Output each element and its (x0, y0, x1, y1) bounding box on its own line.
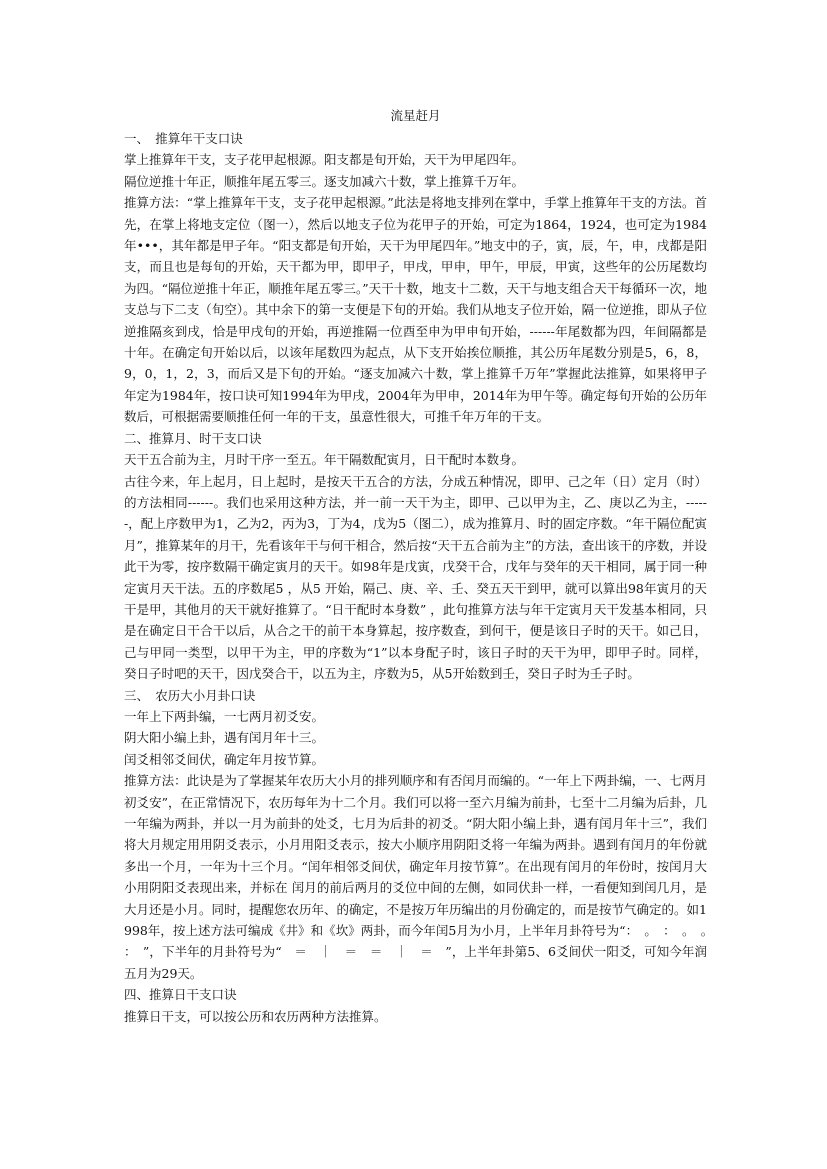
section-4 (124, 984, 707, 1027)
paragraph: 掌上推算年干支，支子花甲起根源。阳支都是旬开始，天干为甲尾四年。 (124, 152, 525, 168)
paragraph: 天干五合前为主，月时干序一至五。年干隔数配寅月，日干配时本数身。 (124, 452, 525, 468)
section-heading: 二、推算月、时干支口诀 (124, 430, 262, 446)
section-heading: 四、推算日干支口诀 (124, 987, 237, 1003)
paragraph: 古往今来，年上起月，日上起时，是按天干五合的方法，分成五种情况，即甲、己之年（日）定月（时）的方法相同------。我们也采用这种方法，并一前一天干为主，即甲、己以甲为主，乙、庚以乙为主，------，配上序数甲为1，乙为2，丙为3，丁为4，戊为5（图二），成为推算月、时的固定序数。“年干隔位配寅月”，推算某年的月干，先看该年干与何干相合，然后按“天干五合前为主”的方法，查出该干的序数，并设此干为零，按序数隔干确定寅月的天干。如98年是戊寅，戊癸干合，戊年与癸年的天干相同，属于同一种定寅月天干法。五的序数尾5 ，从5 开始，隔己、庚、辛、壬、癸五天干到甲，就可以算出98年寅月的天干是甲，其他月的天干就好推算了。“日干配时本身数” ，此句推算方法与年干定寅月天干发基本相同，只是在确定日干合干以后，从合之干的前干本身算起，按序数查，到何干，便是该日子时的天干。如己日，己与甲同一类型，以甲干为主，甲的序数为“1”以本身配子时，该日子时的天干为甲，即甲子时。同样，癸日子时吧的天干，因戊癸合干，以五为主，序数为5，从5开始数到壬，癸日子时为壬子时。 (124, 473, 707, 682)
section-2 (124, 428, 707, 685)
section-heading: 三、 农历大小月卦口诀 (124, 687, 256, 703)
paragraph: 推算日干支，可以按公历和农历两种方法推算。 (124, 1008, 387, 1024)
paragraph: 隔位逆推十年正，顺推年尾五零三。逐支加减六十数，掌上推算千万年。 (124, 173, 525, 189)
paragraph: 阴大阳小编上卦，遇有闰月年十三。 (124, 730, 325, 746)
paragraph: 推算方法：“掌上推算年干支，支子花甲起根源。”此法是将地支排列在掌中，手掌上推算年干支的方法。首先，在掌上将地支定位（图一），然后以地支子位为花甲子的开始，可定为1864，1924，也可定为1984年•••，其年都是甲子年。“阳支都是旬开始，天干为甲尾四年。”地支中的子，寅，辰，午，申，戌都是阳支，而且也是每旬的开始，天干都为甲，即甲子，甲戌，甲申，甲午，甲辰，甲寅，这些年的公历尾数均为四。“隔位逆推十年正，顺推年尾五零三。”天干十数，地支十二数，天干与地支组合天干每循环一次，地支总与下二支（旬空）。其中余下的第一支便是下旬的开始。我们从地支子位开始，隔一位逆推，即从子位逆推隔亥到戌，恰是甲戌旬的开始，再逆推隔一位酉至申为甲申旬开始，------年尾数都为四，年间隔都是十年。在确定旬开始以后，以该年尾数四为起点，从下支开始挨位顺推，其公历年尾数分别是5，6，8，9，0，1，2，3，而后又是下旬的开始。“逐支加减六十数，掌上推算千万年”掌握此法推算，如果将甲子年定为1984年，按口诀可知1994年为甲戌，2004年为甲申，2014年为甲午等。确定每旬开始的公历年数后，可根据需要顺推任何一年的干支，虽意性很大，可推千年万年的干支。 (124, 195, 707, 425)
paragraph: 推算方法：此诀是为了掌握某年农历大小月的排列顺序和有否闰月而编的。“一年上下两卦编，一、七两月初爻安”，在正常情况下，农历每年为十二个月。我们可以将一至六月编为前卦，七至十二月编为后卦，几一年编为两卦，并以一月为前卦的处爻，七月为后卦的初爻。“阴大阳小编上卦，遇有闰月年十三”，我们将大月规定用用阴爻表示，小月用阳爻表示，按大小顺序用阴阳爻将一年编为两卦。遇到有闰月的年份就多出一个月，一年为十三个月。“闰年相邻爻间伏，确定年月按节算”。在出现有闰月的年份时，按闰月大小用阴阳爻表现出来，并标在 闰月的前后两月的爻位中间的左侧，如同伏卦一样，一看便知到闰几月，是大月还是小月。同时，提醒您农历年、的确定，不是按万年历编出的月份确定的，而是按节气确定的。如1998年，按上述方法可编成《井》和《坎》两卦，而今年闰5月为小月，上半年月卦符号为“： 。 ： 。 。 ： ”，下半年的月卦符号为“ ＝ ｜ ＝ ＝ ｜ ＝ ”，上半年卦第5、6爻间伏一阳爻，可知今年润五月为29天。 (124, 773, 720, 981)
section-heading: 一、 推算年干支口诀 (124, 131, 243, 146)
document-page (124, 106, 720, 1027)
section-3 (124, 685, 720, 985)
section-1 (124, 128, 707, 428)
document-title: 流星赶月 (390, 108, 441, 123)
paragraph: 一年上下两卦编，一七两月初爻安。 (124, 708, 325, 724)
paragraph: 闰爻相邻爻间伏，确定年月按节算。 (124, 751, 325, 767)
